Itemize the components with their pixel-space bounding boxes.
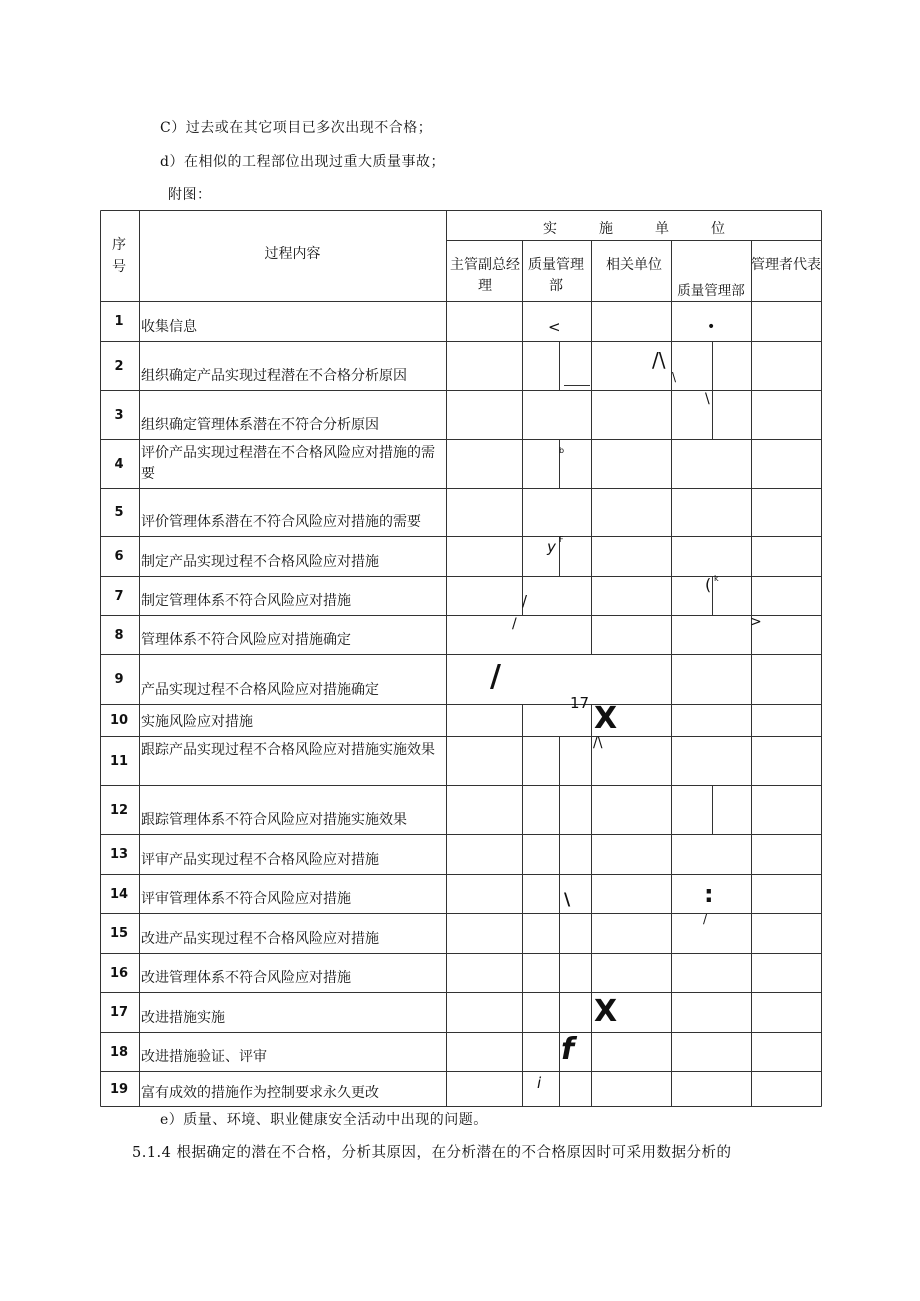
process-table	[100, 210, 822, 1107]
flow-mark: •	[707, 319, 716, 335]
flow-mark: /	[522, 592, 528, 610]
intro-line-c: C）过去或在其它项目已多次出现不合格；	[160, 120, 433, 136]
row-process-content: 改进管理体系不符合风险应对措施	[141, 970, 351, 986]
flow-mark: i	[537, 1074, 542, 1092]
row-process-content: 评审产品实现过程不合格风险应对措施	[141, 852, 379, 868]
flow-mark: X	[594, 701, 618, 736]
row-process-content: 跟踪产品实现过程不合格风险应对措施实施效果	[141, 742, 435, 758]
row-number: 13	[109, 847, 129, 862]
row-process-content: 管理体系不符合风险应对措施确定	[141, 632, 351, 648]
header-unit-1: 主管副总经理	[450, 257, 520, 294]
row-number: 12	[109, 803, 129, 818]
row-number: 16	[109, 966, 129, 981]
flow-mark: \	[672, 370, 677, 384]
row-process-content: 产品实现过程不合格风险应对措施确定	[141, 682, 379, 698]
row-process-content: 组织确定产品实现过程潜在不合格分析原因	[141, 368, 407, 384]
row-process-content: 制定产品实现过程不合格风险应对措施	[141, 554, 379, 570]
row-process-content: 实施风险应对措施	[141, 714, 253, 730]
flow-mark: k	[714, 574, 719, 583]
section-5-1-4: 5.1.4 根据确定的潜在不合格，分析其原因，在分析潜在的不合格原因时可采用数据分析的	[132, 1145, 732, 1161]
row-number: 17	[109, 1005, 129, 1020]
attach-label: 附图：	[168, 187, 212, 203]
row-process-content: 跟踪管理体系不符合风险应对措施实施效果	[141, 812, 407, 828]
flow-mark: :	[704, 880, 714, 908]
row-process-content: 制定管理体系不符合风险应对措施	[141, 593, 351, 609]
row-number: 7	[114, 589, 124, 604]
row-process-content: 富有成效的措施作为控制要求永久更改	[141, 1085, 379, 1101]
row-process-content: 改进措施实施	[141, 1010, 225, 1026]
row-number: 15	[109, 926, 129, 941]
row-number: 5	[114, 505, 124, 520]
flow-mark: X	[594, 994, 618, 1029]
row-process-content: 改进措施验证、评审	[141, 1049, 267, 1065]
header-content: 过程内容	[264, 246, 321, 262]
row-number: 3	[114, 408, 124, 423]
row-number: 4	[114, 457, 124, 472]
header-unit-group: 实 施 单 位	[543, 221, 725, 237]
header-unit-3: 相关单位	[606, 257, 662, 273]
row-process-content: 组织确定管理体系潜在不符合分析原因	[141, 417, 379, 433]
row-number: 9	[114, 672, 124, 687]
intro-line-d: d）在相似的工程部位出现过重大质量事故；	[160, 154, 445, 170]
flow-mark: /	[703, 912, 708, 926]
flow-mark: <	[548, 318, 561, 336]
flow-mark: >	[750, 614, 762, 630]
row-number: 8	[114, 628, 124, 643]
flow-mark: y	[547, 538, 556, 556]
flow-mark: \	[564, 890, 571, 910]
row-process-content: 收集信息	[141, 319, 197, 335]
flow-mark: /	[512, 616, 517, 632]
row-process-content: 评价产品实现过程潜在不合格风险应对措施的需要	[141, 445, 435, 482]
row-process-content: 评审管理体系不符合风险应对措施	[141, 891, 351, 907]
row-number: 2	[114, 359, 124, 374]
header-unit-4: 质量管理部	[677, 283, 745, 299]
row-number: 14	[109, 887, 129, 902]
flow-mark: (	[705, 575, 712, 594]
row-number: 10	[109, 713, 129, 728]
flow-mark: /	[490, 659, 501, 694]
footer-line-e: e）质量、环境、职业健康安全活动中出现的问题。	[160, 1112, 488, 1128]
row-process-content: 改进产品实现过程不合格风险应对措施	[141, 931, 379, 947]
flow-mark: F	[559, 535, 564, 544]
flow-mark: 17	[570, 694, 590, 712]
row-number: 11	[109, 754, 129, 769]
row-number: 19	[109, 1082, 129, 1097]
flow-mark: \	[705, 391, 710, 407]
row-process-content: 评价管理体系潜在不符合风险应对措施的需要	[141, 514, 421, 530]
flow-mark: /\	[652, 348, 666, 372]
flow-mark: f	[561, 1032, 575, 1067]
header-seq: 序号	[112, 237, 126, 275]
row-number: 6	[114, 549, 124, 564]
flow-mark: /\	[593, 735, 603, 751]
header-unit-5: 管理者代表	[751, 257, 821, 273]
flow-mark: b	[559, 446, 565, 455]
row-number: 18	[109, 1045, 129, 1060]
row-number: 1	[114, 314, 124, 329]
header-unit-2: 质量管理部	[528, 257, 584, 294]
